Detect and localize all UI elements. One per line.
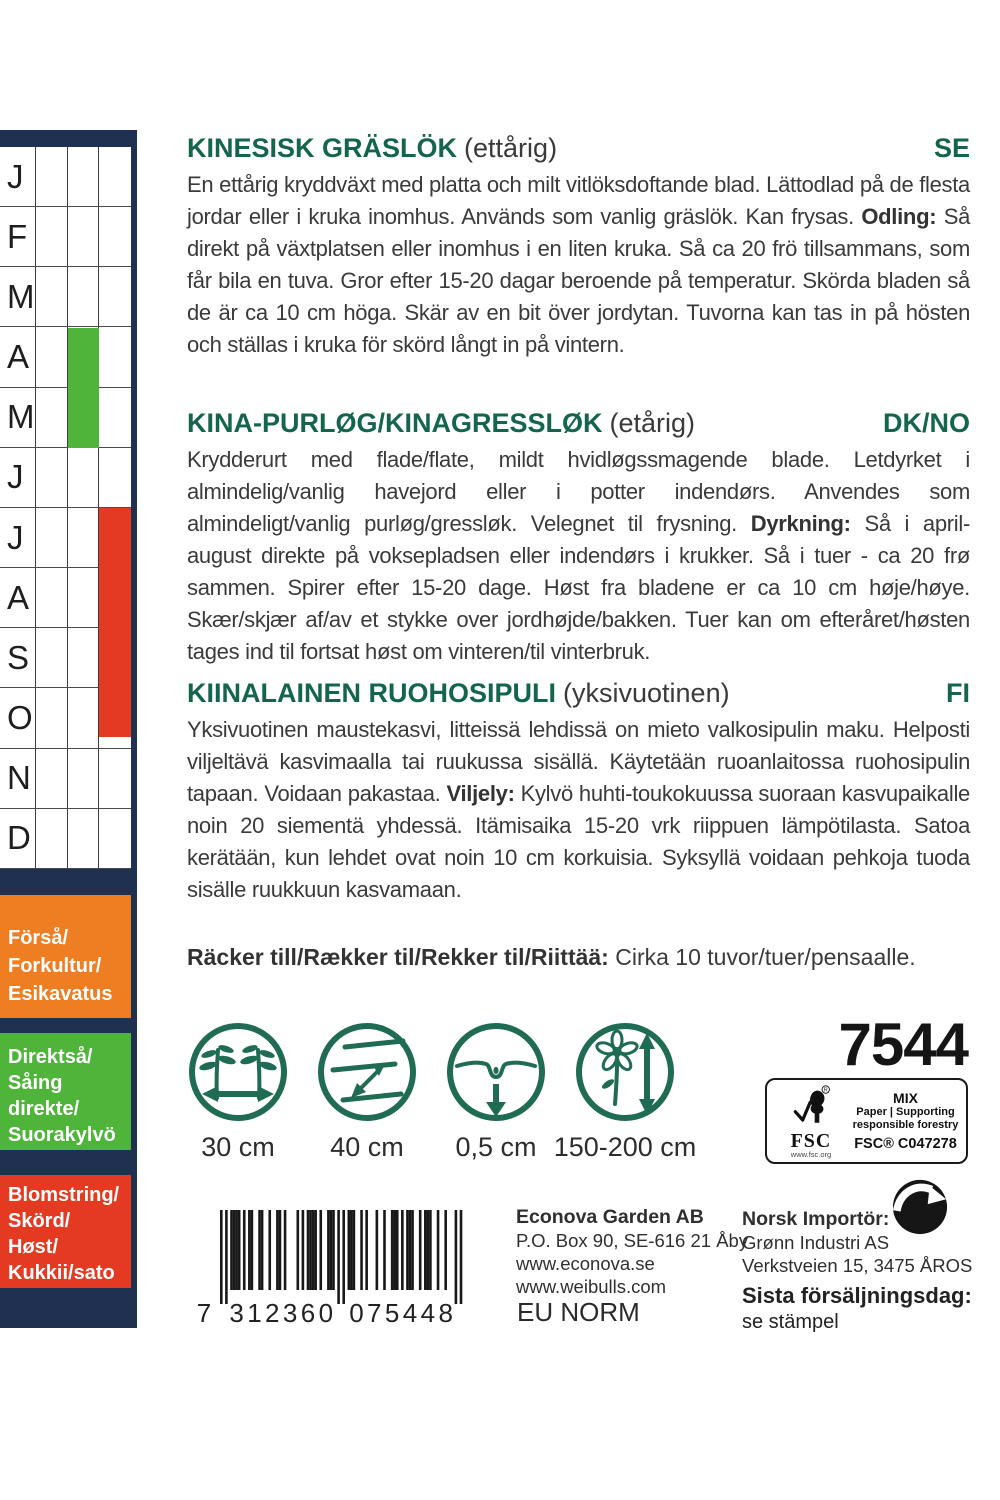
plant-height-icon <box>573 1020 677 1124</box>
section-title: KIINALAINEN RUOHOSIPULI <box>187 678 557 708</box>
calendar-cell <box>99 448 131 507</box>
calendar-month-row <box>0 809 131 869</box>
sowing-depth-item <box>444 1020 548 1163</box>
calendar-month-row <box>0 267 131 327</box>
calendar-cell <box>68 568 100 627</box>
fsc-url: www.fsc.org <box>790 1149 832 1159</box>
calendar-cell <box>36 688 68 747</box>
language-code: DK/NO <box>883 408 970 438</box>
calendar-month-label: M <box>0 267 36 326</box>
calendar-cell <box>36 508 68 567</box>
section-heading <box>187 676 970 710</box>
svg-text:0: 0 <box>318 1298 334 1326</box>
fsc-logo <box>772 1084 850 1159</box>
plant-spacing-item <box>186 1020 290 1163</box>
calendar-month-label: A <box>0 568 36 627</box>
svg-text:6: 6 <box>300 1298 316 1326</box>
section-subtitle: (etårig) <box>609 408 696 438</box>
fsc-tree-icon <box>789 1084 833 1132</box>
svg-text:8: 8 <box>438 1298 453 1326</box>
article-number: 7544 <box>838 1011 968 1078</box>
calendar-cell <box>36 267 68 326</box>
section-body: En ettårig kryddväxt med platta och milt vitlöksdoftande blad. Lättodlad på de flesta jordar eller i kruka inomhus. Används som vanlig gräslök. Kan frysas. Odling: Så direkt på växtplatsen eller inomhus i en liten kruka. Så ca 20 frö tillsammans, som får bila en tuva. Gror efter 15-20 dagar beroende på temperatur. Skörda bladen så de är ca 10 cm höga. Skär av en bit över jordytan. Tuvorna kan tas in på hösten och ställas i kruka för skörd långt in på vintern. <box>187 172 971 357</box>
calendar-cell <box>68 508 100 567</box>
calendar-cell <box>36 327 68 386</box>
expiry-label: Sista försäljningsdag: <box>742 1283 972 1308</box>
svg-text:R: R <box>823 1087 828 1094</box>
svg-text:7: 7 <box>367 1298 382 1326</box>
svg-text:3: 3 <box>229 1298 244 1326</box>
svg-text:2: 2 <box>265 1298 280 1326</box>
section-finnish <box>187 676 970 906</box>
fsc-license-code: FSC® C047278 <box>854 1136 957 1152</box>
calendar-cell <box>36 809 68 868</box>
legend-direct-sow-block <box>0 1033 131 1150</box>
svg-text:4: 4 <box>420 1298 436 1326</box>
importer-address: Verkstveien 15, 3475 ÅROS <box>742 1255 973 1276</box>
row-spacing-item <box>315 1020 419 1163</box>
calendar-month-label: J <box>0 448 36 507</box>
calendar-cell <box>68 688 100 747</box>
expiry-block <box>742 1282 972 1334</box>
company-name: Econova Garden AB <box>516 1206 704 1228</box>
calendar-month-row <box>0 448 131 508</box>
calendar-month-label: N <box>0 749 36 808</box>
row-spacing-value: 40 cm <box>330 1132 404 1162</box>
calendar-month-label: O <box>0 688 36 747</box>
plant-height-value: 150-200 cm <box>553 1132 697 1162</box>
legend-harvest-block <box>0 1175 131 1288</box>
calendar-cell <box>68 267 100 326</box>
calendar-cell <box>99 327 131 386</box>
section-body: Krydderurt med flade/flate, mildt hvidløgssmagende blade. Letdyrket i almindelig/vanlig havejord eller i potter indendørs. Anvendes som almindeligt/vanlig purløg/gressløk. Velegnet til frysning. Dyrkning: Så i april-august direkte på voksepladsen eller indendørs i krukker. Så i tuer - ca 20 frø sammen. Spirer efter 15-20 dage. Høst fra bladene er ca 10 cm høje/høye. Skær/skjær af/av et stykke over jordhøjde/bakken. Tuer kan om efteråret/høsten tages ind til fortsat høst om vinteren/til vinterbruk. <box>187 447 970 664</box>
calendar-cell <box>99 388 131 447</box>
section-subtitle: (ettårig) <box>464 133 558 163</box>
sidebar-divider-line <box>131 130 137 1328</box>
calendar-cell <box>36 749 68 808</box>
calendar-cell <box>99 749 131 808</box>
calendar-grid <box>0 147 131 869</box>
sidebar-separator <box>0 1150 131 1175</box>
importer-name: Grønn Industri AS <box>742 1232 890 1253</box>
calendar-cell <box>68 448 100 507</box>
section-title: KINA-PURLØG/KINAGRESSLØK <box>187 408 603 438</box>
calendar-month-row <box>0 749 131 809</box>
calendar-month-label: S <box>0 628 36 687</box>
company-web-econova: www.econova.se <box>516 1253 655 1274</box>
fsc-line2: responsible forestry <box>852 1118 959 1131</box>
fsc-wordmark: FSC <box>790 1129 832 1152</box>
plant-spacing-icon <box>186 1020 290 1124</box>
calendar-cell <box>68 809 100 868</box>
sidebar-separator <box>0 1018 131 1033</box>
calendar-cell <box>99 809 131 868</box>
sowing-icons-row <box>186 1020 697 1163</box>
sowing-depth-value: 0,5 cm <box>455 1132 537 1162</box>
calendar-cell <box>68 147 100 206</box>
importer-label: Norsk Importör: <box>742 1208 890 1230</box>
row-spacing-icon <box>315 1020 419 1124</box>
calendar-cell <box>68 628 100 687</box>
calendar-cell <box>36 568 68 627</box>
eu-norm-label: EU NORM <box>517 1297 640 1327</box>
harvest-period-bar <box>99 508 131 737</box>
calendar-month-label: D <box>0 809 36 868</box>
fsc-label <box>765 1078 968 1164</box>
sidebar-separator <box>0 869 131 895</box>
sidebar-bottom-bar <box>0 1288 131 1328</box>
calendar-month-row <box>0 327 131 387</box>
section-body: Yksivuotinen maustekasvi, litteissä lehdissä on mieto valkosipulin maku. Helposti viljeltävä kasvimaalla tai ruukussa sisällä. Käytetään ruoanlaitossa ruohosipulin tapaan. Voidaan pakastaa. Viljely: Kylvö huhti-toukokuussa suoraan kasvupaikalle noin 20 siementä yhdessä. Itämisaika 15-20 vrk riippuen lämpötilasta. Satoa kerätään, kun lehdet ovat noin 10 cm korkuisia. Syksyllä voidaan pehkoja tuoda sisälle ruukkuun kasvamaan. <box>187 717 970 902</box>
language-code: FI <box>946 678 970 708</box>
calendar-month-label: J <box>0 147 36 206</box>
section-heading <box>187 406 970 440</box>
company-address: P.O. Box 90, SE-616 21 Åby <box>516 1230 749 1251</box>
legend-presow-label: Förså/ Forkultur/ Esikavatus <box>8 927 113 1005</box>
plant-spacing-value: 30 cm <box>201 1132 275 1162</box>
svg-text:1: 1 <box>247 1298 262 1326</box>
calendar-cell <box>68 749 100 808</box>
yield-line: Räcker till/Rækker til/Rekker til/Riittää: Cirka 10 tuvor/tuer/pensaalle. <box>187 944 916 970</box>
calendar-cell <box>36 628 68 687</box>
direct-sow-period-bar <box>68 328 100 448</box>
svg-text:5: 5 <box>384 1298 400 1326</box>
legend-presow-block <box>0 895 131 1018</box>
expiry-value: se stämpel <box>742 1311 839 1333</box>
calendar-cell <box>36 147 68 206</box>
calendar-cell <box>36 448 68 507</box>
sowing-depth-icon <box>444 1020 548 1124</box>
svg-text:4: 4 <box>402 1298 418 1326</box>
calendar-cell <box>36 388 68 447</box>
svg-text:7: 7 <box>196 1298 212 1326</box>
svg-text:0: 0 <box>349 1298 364 1326</box>
language-code: SE <box>933 133 970 163</box>
calendar-month-label: M <box>0 388 36 447</box>
calendar-month-label: F <box>0 207 36 266</box>
calendar-cell <box>99 207 131 266</box>
section-subtitle: (yksivuotinen) <box>563 678 730 708</box>
fsc-mix-label: MIX <box>893 1090 918 1106</box>
calendar-month-row <box>0 147 131 207</box>
fsc-line1: Paper | Supporting <box>856 1106 955 1118</box>
calendar-month-row <box>0 207 131 267</box>
green-dot-recycling-icon <box>891 1178 949 1236</box>
section-danish-norwegian <box>187 406 970 668</box>
calendar-cell <box>99 267 131 326</box>
svg-text:3: 3 <box>282 1298 298 1326</box>
company-web-weibulls: www.weibulls.com <box>516 1276 667 1297</box>
section-swedish <box>187 131 970 361</box>
ean13-barcode <box>194 1208 476 1326</box>
legend-direct-sow-label: Direktså/ Såing direkte/ Suorakylvö <box>8 1046 116 1146</box>
section-heading <box>187 131 970 165</box>
company-block <box>516 1206 748 1298</box>
section-title: KINESISK GRÄSLÖK <box>187 133 458 163</box>
calendar-month-label: A <box>0 327 36 386</box>
sidebar-top-bar <box>0 130 131 147</box>
calendar-cell <box>36 207 68 266</box>
legend-harvest-label: Blomstring/ Skörd/ Høst/ Kukkii/sato <box>8 1184 120 1284</box>
calendar-month-label: J <box>0 508 36 567</box>
calendar-month-row <box>0 388 131 448</box>
plant-height-item <box>553 1020 697 1163</box>
calendar-cell <box>68 207 100 266</box>
calendar-cell <box>99 147 131 206</box>
